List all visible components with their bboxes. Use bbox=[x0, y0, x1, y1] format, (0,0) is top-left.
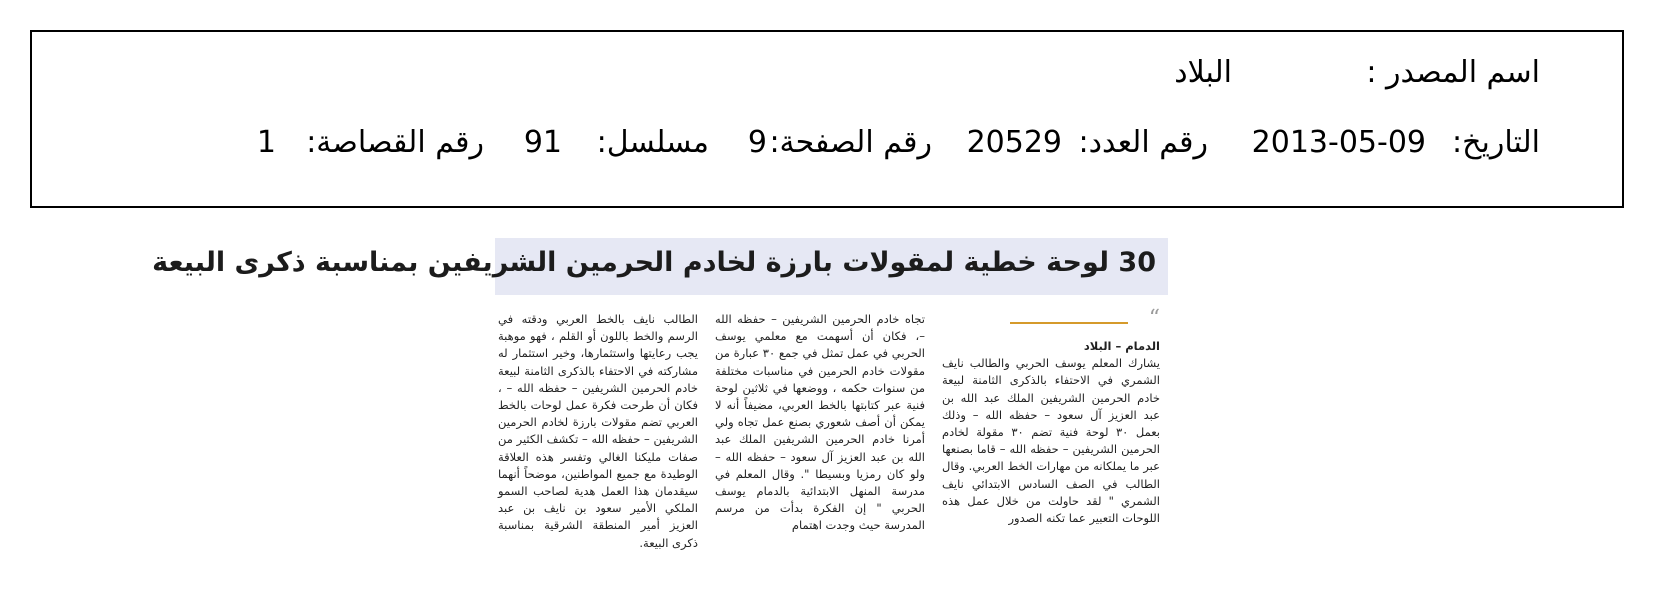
newspaper-clipping bbox=[152, 238, 1168, 576]
issue-label: رقم العدد: bbox=[1078, 125, 1208, 160]
date-value: 2013-05-09 bbox=[1251, 125, 1426, 160]
serial-value: 91 bbox=[523, 125, 562, 160]
serial-label: مسلسل: bbox=[596, 125, 709, 160]
article-text-middle: تجاه خادم الحرمين الشريفين – حفظه الله –، فكان أن أسهمت مع معلمي يوسف الحربي في عمل تمثل في جمع ٣٠ عبارة من مقولات خادم الحرمين في مناسبات مختلفة من سنوات حكمه ، ووضعها في ثلاثين لوحة فنية عبر كتابتها بالخط العربي، مضيفاً أنه لا يمكن أن أصف شعوري بصنع عمل تجاه ولي أمرنا خادم الحرمين الشريفين الملك عبد الله بن عبد العزيز آل سعود – حفظه الله – ولو كان رمزيا وبسيطا ". وقال المعلم في مدرسة المنهل الابتدائية بالدمام يوسف الحربي " إن الفكرة بدأت من مرسم المدرسة حيث وجدت اهتمام bbox=[715, 312, 926, 533]
issue-value: 20529 bbox=[966, 125, 1062, 160]
headline-band bbox=[152, 238, 1168, 295]
clip-label: رقم القصاصة: bbox=[306, 125, 484, 160]
metadata-header-box bbox=[30, 30, 1624, 208]
article-column-left bbox=[498, 311, 698, 552]
article-text-left: الطالب نايف بالخط العربي ودقته في الرسم والخط باللون أو القلم ، فهو موهبة يجب رعايتها واستثمارها، وخير استثمار له مشاركته في الاحتفاء بالذكرى الثامنة لبيعة خادم الحرمين الشريفين – حفظه الله – ، فكان أن طرحت فكرة عمل لوحات بالخط العربي تضم مقولات بارزة لخادم الحرمين الشريفين – حفظه الله – تكشف الكثير من صفات مليكنا الغالي وتفسر هذه العلاقة الوطيدة مع جميع المواطنين، موضحاً أنهما سيقدمان هذا العمل هدية لصاحب السمو الملكي الأمير سعود بن نايف بن عبد العزيز أمير المنطقة الشرقية بمناسبة ذكرى البيعة. bbox=[498, 312, 698, 550]
article-column-right bbox=[942, 306, 1161, 527]
date-label: التاريخ: bbox=[1452, 125, 1540, 160]
page-label: رقم الصفحة: bbox=[769, 125, 932, 160]
article-column-middle bbox=[715, 311, 925, 535]
article-byline: الدمام – البلاد bbox=[1083, 339, 1160, 353]
accent-divider bbox=[1010, 322, 1128, 324]
article-text-right: يشارك المعلم يوسف الحربي والطالب نايف الشمري في الاحتفاء بالذكرى الثامنة لبيعة خادم الحرمين الشريفين الملك عبد الله بن عبد العزيز آل سعود – حفظه الله – وذلك بعمل ٣٠ لوحة فنية تضم ٣٠ مقولة لخادم الحرمين الشريفين – حفظه الله – قاما بصنعها عبر ما يملكانه من مهارات الخط العربي. وقال الطالب في الصف السادس الابتدائي نايف الشمري " لقد حاولت من خلال عمل هذه اللوحات التعبير عما تكنه الصدور bbox=[942, 356, 1161, 526]
page-value: 9 bbox=[747, 125, 767, 160]
article-headline: 30 لوحة خطية لمقولات بارزة لخادم الحرمين الشريفين بمناسبة ذكرى البيعة bbox=[152, 247, 1156, 278]
clip-value: 1 bbox=[256, 125, 276, 160]
source-value: البلاد bbox=[1174, 55, 1232, 90]
quote-mark-icon: “ bbox=[1148, 306, 1160, 331]
source-label: اسم المصدر : bbox=[1366, 55, 1540, 90]
